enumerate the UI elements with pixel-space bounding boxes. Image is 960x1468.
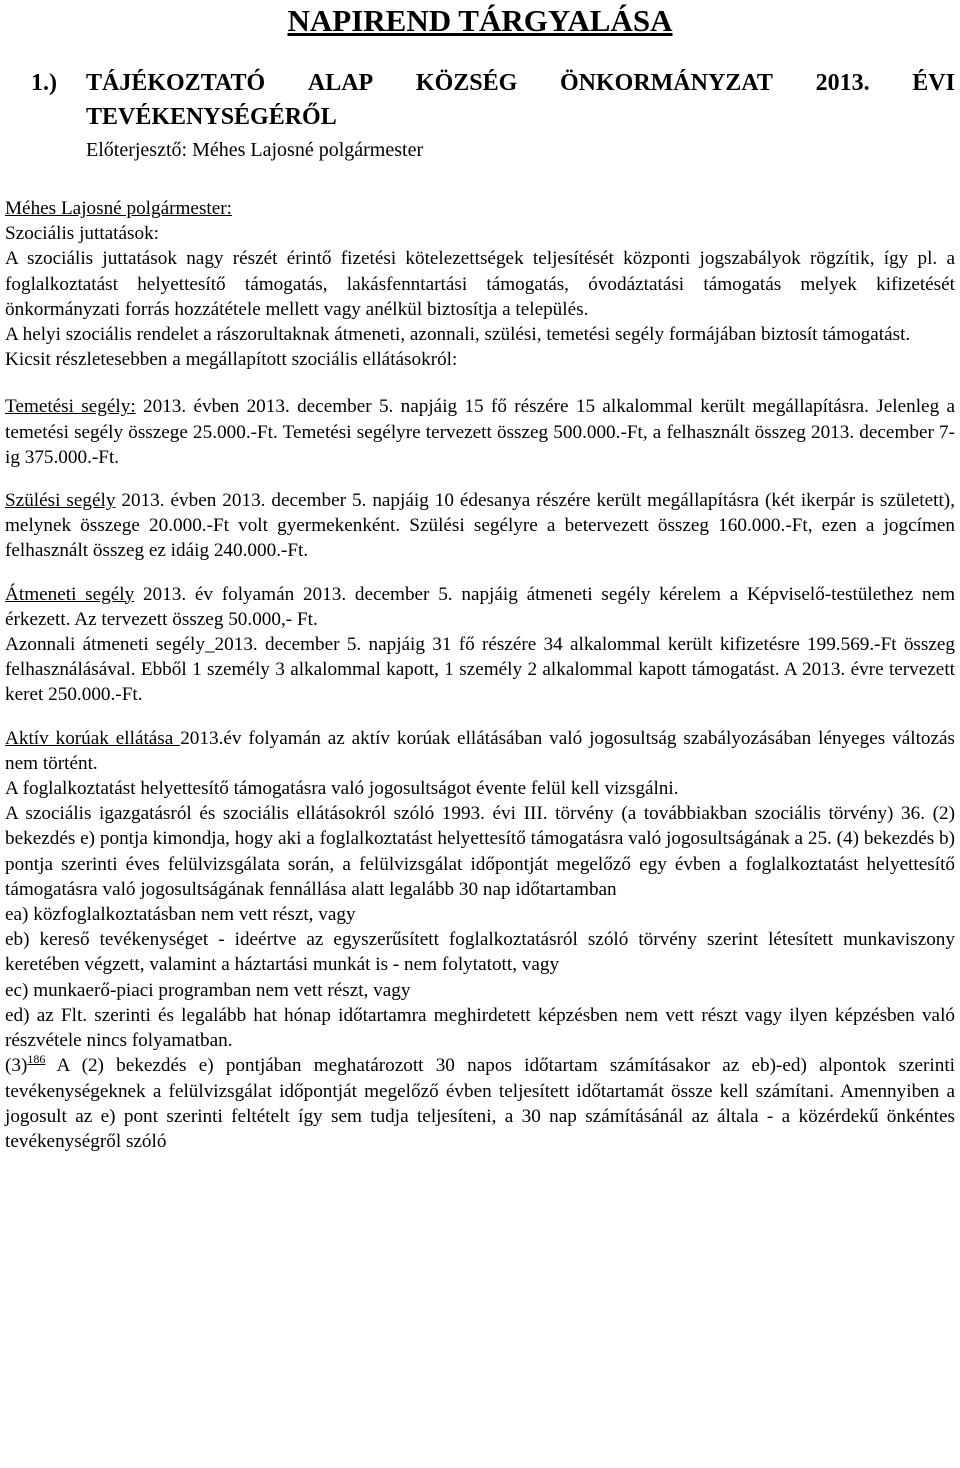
list-item-ed: ed) az Flt. szerinti és legalább hat hónap időtartamra meghirdetett képzésben nem vett részt vagy ilyen képzésben való részvétele nincs folyamatban. — [5, 1004, 955, 1052]
section-3-text: A (2) bekezdés e) pontjában meghatározott 30 napos időtartam számításakor az eb)-ed) alpontok szerinti tevékenységeknek a felülvizsgálat időpontját megelőző évben teljesített időtartamát össze kell számítani. Amennyiben a jogosult az e) pont szerinti feltételt így sem tudja teljesíteni, a 30 nap számításánál az általa - a közérdekű önkéntes tevékenységről szóló — [5, 1055, 955, 1152]
birth-aid-text: 2013. évben 2013. december 5. napjáig 10 édesanya részére került megállapításra (két ikerpár is született), melynek összege 20.000.-Ft volt gyermekenként. Szülési segélyre a betervezett összeg 160.000.-Ft, ezen a jogcímen felhasznált összeg ez idáig 240.000.-Ft. — [5, 490, 955, 562]
agenda-word: KÖZSÉG — [415, 70, 518, 96]
temporary-aid-text: 2013. év folyamán 2013. december 5. napjáig átmeneti segély kérelem a Képviselő-testülethez nem érkezett. Az tervezett összeg 50.000,- Ft. — [5, 583, 956, 630]
paragraph-intro: A szociális juttatások nagy részét érintő fizetési kötelezettségek teljesítését központi jogszabályok rögzítik, így pl. a foglalkoztatást helyettesítő támogatás, lakásfenntartási támogatás, óvodáztatási támogatás melyek kifizetését önkormányzati forrás hozzátétele mellett vagy anélkül biztosítja a település. — [5, 248, 955, 320]
agenda-number: 1.) — [31, 70, 57, 96]
paragraph-local-decree: A helyi szociális rendelet a rászorultaknak átmeneti, azonnali, szülési, temetési segély formájában biztosít támogatást. — [5, 324, 911, 346]
birth-aid-label: Szülési segély — [5, 490, 116, 512]
list-item-eb: eb) kereső tevékenységet - ideértve az egyszerűsített foglalkoztatásról szóló törvény szerint létesített munkaviszony keretében végzett, valamint a háztartási munkát is - nem folytatott, vagy — [5, 929, 955, 976]
agenda-word: TÁJÉKOZTATÓ — [86, 70, 266, 96]
speaker-heading: Méhes Lajosné polgármester: — [5, 198, 232, 219]
agenda-item — [31, 66, 955, 134]
list-item-ec: ec) munkaerő-piaci programban nem vett részt, vagy — [5, 979, 411, 1001]
presenter-line: Előterjesztő: Méhes Lajosné polgármester — [86, 139, 424, 161]
agenda-word: ÖNKORMÁNYZAT — [559, 70, 773, 96]
agenda-word: 2013. — [815, 70, 870, 96]
page-title: NAPIREND TÁRGYALÁSA — [287, 3, 673, 38]
funeral-aid-label: Temetési segély: — [5, 396, 136, 418]
temporary-aid-label: Átmeneti segély — [5, 583, 135, 605]
section-heading: Szociális juttatások: — [5, 223, 160, 245]
paragraph-active-age — [5, 726, 955, 776]
paragraph-immediate-aid: Azonnali átmeneti segély_2013. december 5. napjáig 31 fő részére 34 alkalommal került kifizetésre 199.569.-Ft összeg felhasználásával. Ebből 1 személy 3 alkalommal kapott, 1 személy 2 alkalommal kapott támogatást. A 2013. évre tervezett keret 250.000.-Ft. — [5, 634, 955, 706]
paragraph-law: A szociális igazgatásról és szociális ellátásokról szóló 1993. évi III. törvény (a továbbiakban szociális törvény) 36. (2) bekezdés e) pontja kimondja, hogy aki a foglalkoztatást helyettesítő támogatásra való jogosultságának a 25. (4) bekezdés b) pontja szerinti éves felülvizsgálata során, a felülvizsgálat időpontját megelőző egy évben a foglalkoztatást helyettesítő támogatásra való jogosultságának fennállása alatt legalább 30 nap időtartamban — [5, 803, 955, 900]
paragraph-funeral-aid — [5, 394, 955, 470]
paragraph-section-3 — [5, 1053, 955, 1154]
active-age-text: 2013.év folyamán az aktív korúak ellátásában való jogosultság szabályozásában lényeges változás nem történt. — [5, 727, 956, 774]
active-age-label: Aktív korúak ellátása — [5, 727, 181, 749]
document-body — [5, 196, 955, 1154]
list-item-ea: ea) közfoglalkoztatásban nem vett részt, vagy — [5, 904, 356, 926]
paragraph-temporary-aid — [5, 582, 955, 632]
agenda-word: ALAP — [307, 70, 374, 96]
section-3-prefix: (3) — [5, 1055, 28, 1077]
paragraph-details-intro: Kicsit részletesebben a megállapított szociális ellátásokról: — [5, 349, 458, 371]
agenda-title-line-1 — [31, 66, 955, 100]
agenda-word: ÉVI — [912, 70, 955, 96]
paragraph-birth-aid — [5, 488, 955, 564]
paragraph-review: A foglalkoztatást helyettesítő támogatásra való jogosultságot évente felül kell vizsgálni. — [5, 778, 679, 800]
footnote-ref[interactable]: 186 — [27, 1052, 46, 1067]
funeral-aid-text: 2013. évben 2013. december 5. napjáig 15 fő részére 15 alkalommal került megállapításra. Jelenleg a temetési segély összege 25.000.-Ft. Temetési segélyre tervezett összeg 500.000.-Ft, a felhasznált összeg 2013. december 7-ig 375.000.-Ft. — [5, 396, 955, 468]
agenda-title-line-2: TEVÉKENYSÉGÉRŐL — [86, 104, 337, 130]
